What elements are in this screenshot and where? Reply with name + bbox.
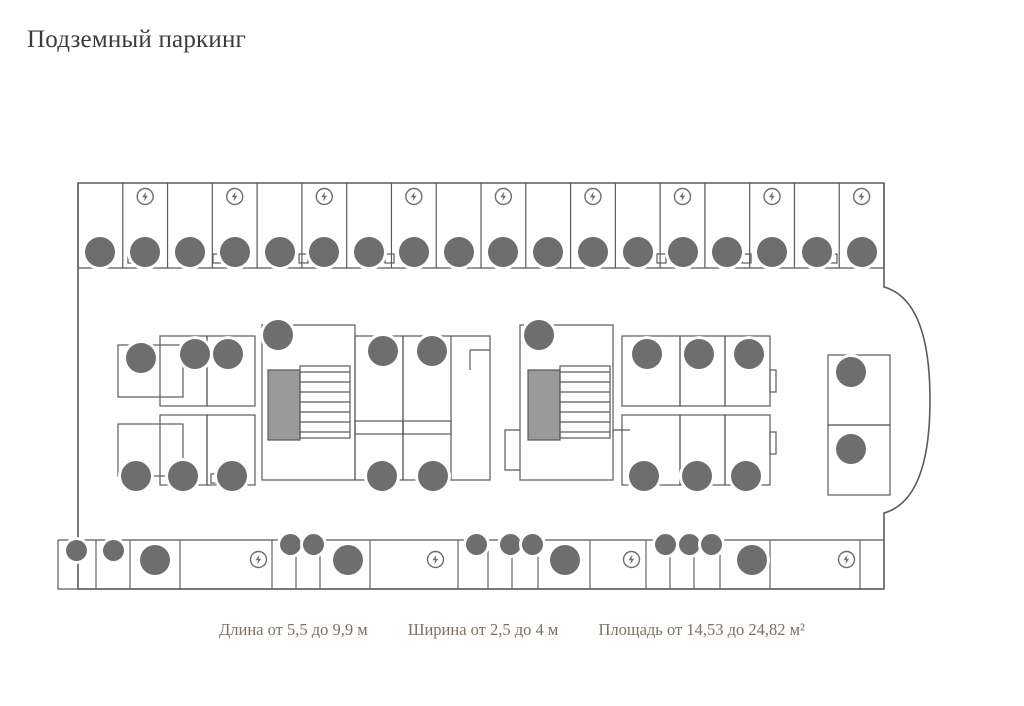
parking-spot-badge[interactable] [265,237,295,267]
parking-spot-badge[interactable] [682,461,712,491]
parking-spot-badge[interactable] [737,545,767,575]
parking-spot-badge[interactable] [333,545,363,575]
parking-spot-badge[interactable] [578,237,608,267]
parking-spot-badge[interactable] [280,534,301,555]
parking-spot-badge[interactable] [418,461,448,491]
parking-spot-badge[interactable] [668,237,698,267]
legend-width: Ширина от 2,5 до 4 м [407,620,559,639]
parking-spot-badge[interactable] [263,320,293,350]
parking-spot-badge[interactable] [734,339,764,369]
parking-spot-badge[interactable] [168,461,198,491]
ev-charger-icon [406,189,422,205]
parking-spot-badge[interactable] [303,534,324,555]
parking-spot-badge[interactable] [399,237,429,267]
ev-charger-icon [316,189,332,205]
parking-spot-badge[interactable] [217,461,247,491]
parking-spot-badge[interactable] [533,237,563,267]
parking-spot-badge[interactable] [354,237,384,267]
parking-spot-badge[interactable] [180,339,210,369]
ev-charger-icon [227,189,243,205]
parking-spot-badge[interactable] [836,357,866,387]
ev-charger-icon [428,552,444,568]
parking-spot-badge[interactable] [66,540,87,561]
parking-spot-badge[interactable] [629,461,659,491]
parking-spot-badge[interactable] [701,534,722,555]
ev-charger-icon [839,552,855,568]
ev-charger-icon [251,552,267,568]
parking-spot-badge[interactable] [130,237,160,267]
parking-spot-badge[interactable] [679,534,700,555]
parking-spot-badge[interactable] [623,237,653,267]
parking-spot-badge[interactable] [220,237,250,267]
parking-spot-badge[interactable] [126,343,156,373]
parking-spot-badge[interactable] [836,434,866,464]
parking-spot-badge[interactable] [368,336,398,366]
parking-spot-badge[interactable] [802,237,832,267]
legend-area: Площадь от 14,53 до 24,82 м² [598,620,805,639]
parking-spot-badge[interactable] [103,540,124,561]
parking-spot-badge[interactable] [121,461,151,491]
parking-spot-badge[interactable] [524,320,554,350]
parking-spot-badge[interactable] [417,336,447,366]
parking-spot-badge[interactable] [550,545,580,575]
legend-length: Длина от 5,5 до 9,9 м [219,620,368,639]
ev-charger-icon [624,552,640,568]
parking-spot-badge[interactable] [444,237,474,267]
legend-footer [0,620,1024,640]
ev-charger-icon [854,189,870,205]
parking-spot-badge[interactable] [757,237,787,267]
parking-spot-badge[interactable] [367,461,397,491]
ev-charger-icon [495,189,511,205]
ev-charger-icon [137,189,153,205]
page-title: Подземный паркинг [27,26,246,53]
parking-spot-badge[interactable] [522,534,543,555]
parking-spot-badge[interactable] [731,461,761,491]
ev-charger-icon [764,189,780,205]
ev-charger-icon [675,189,691,205]
parking-spot-badge[interactable] [213,339,243,369]
parking-spot-badge[interactable] [140,545,170,575]
parking-spot-badge[interactable] [655,534,676,555]
parking-spot-badge[interactable] [500,534,521,555]
ev-charger-icon [585,189,601,205]
parking-spot-badge[interactable] [175,237,205,267]
parking-spot-badge[interactable] [466,534,487,555]
parking-spot-badge[interactable] [847,237,877,267]
parking-spot-badge[interactable] [684,339,714,369]
parking-spot-badge[interactable] [632,339,662,369]
